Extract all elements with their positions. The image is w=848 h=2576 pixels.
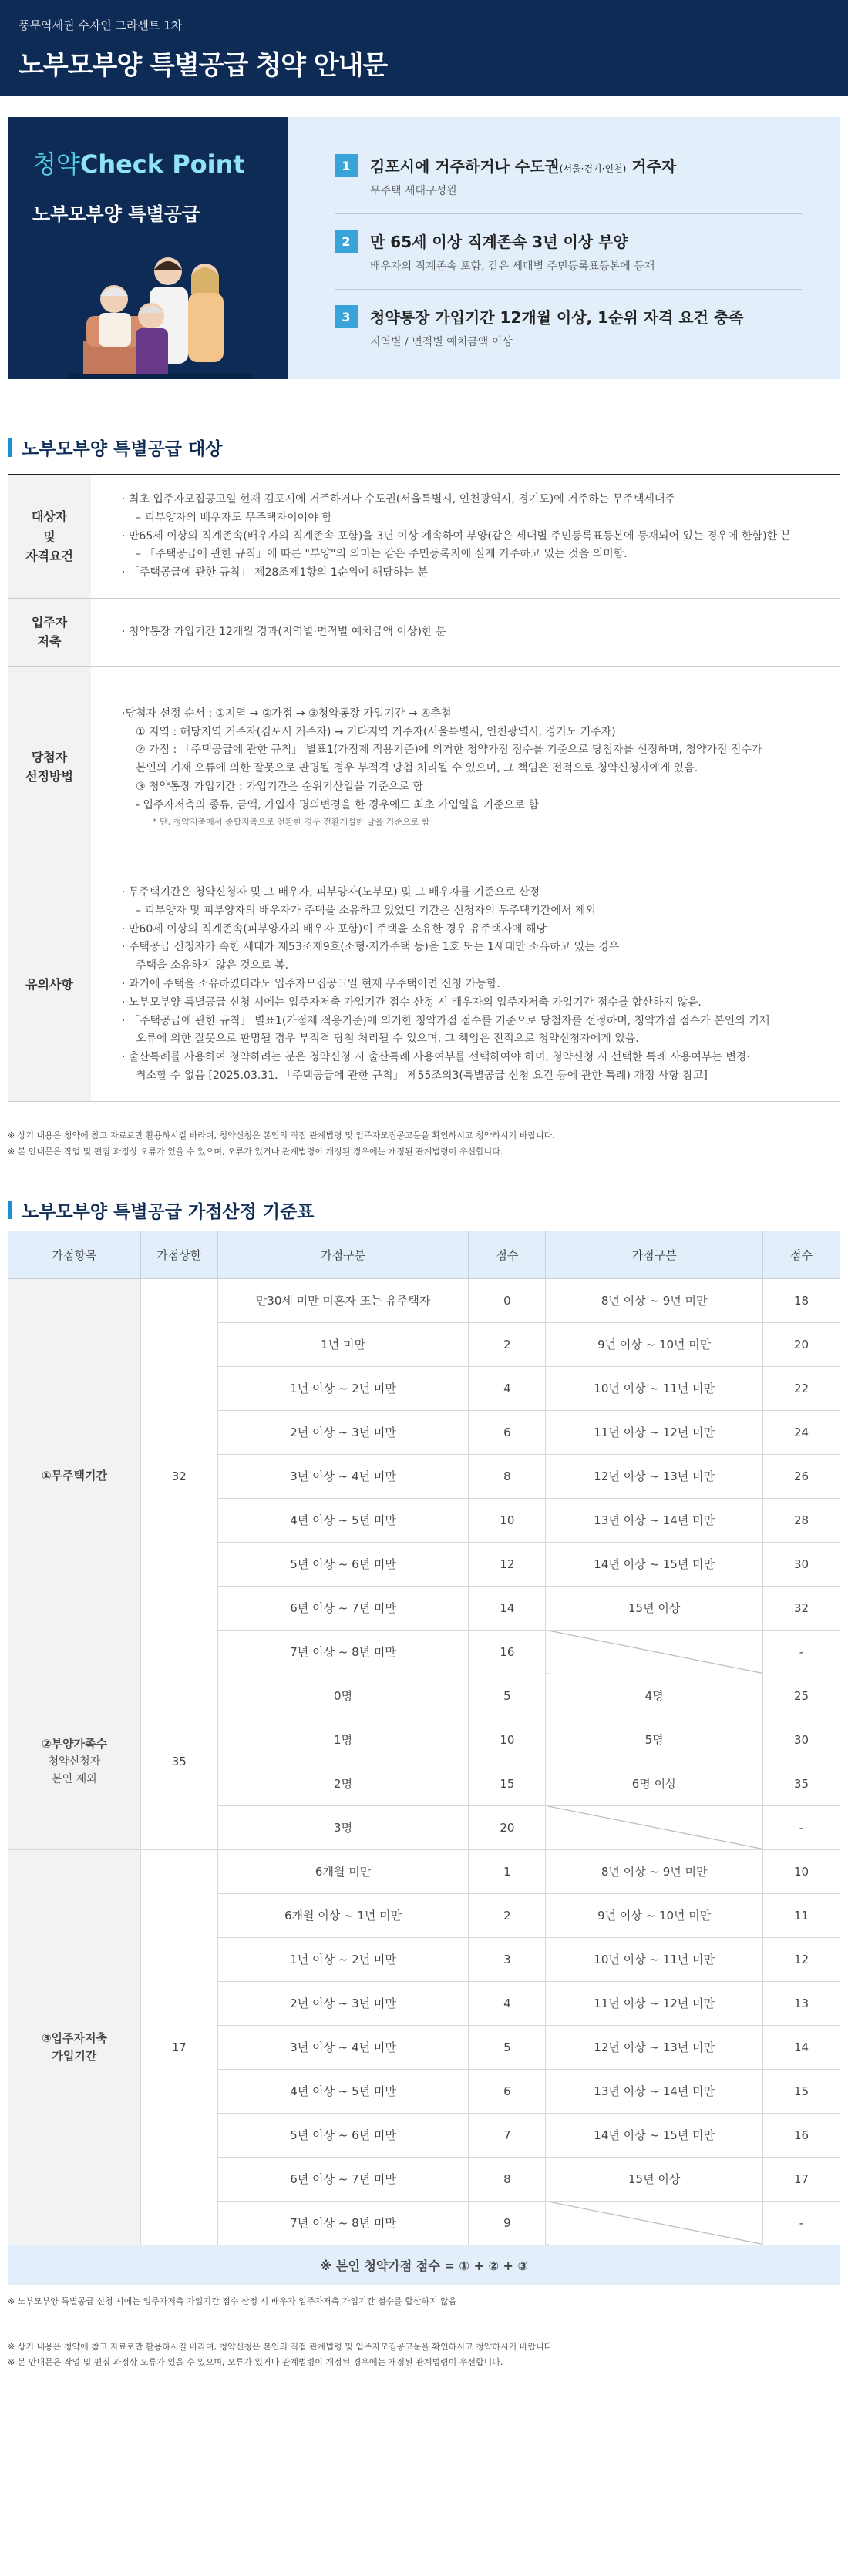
check-point-list	[288, 117, 840, 379]
score-value: 4	[469, 1981, 546, 2025]
content-line: · 「주택공급에 관한 규칙」 제28조제1항의 1순위에 해당하는 분	[122, 566, 428, 579]
check-point-item	[335, 230, 802, 290]
score-value: -	[763, 1630, 840, 1674]
item-number-badge: 2	[335, 230, 358, 253]
score-range: 10년 이상 ~ 11년 미만	[546, 1937, 763, 1981]
row-label: 대상자 및 자격요건	[8, 475, 91, 598]
score-value: 10	[469, 1718, 546, 1762]
score-value: 15	[469, 1762, 546, 1805]
column-header: 가점구분	[546, 1231, 763, 1278]
content-line: - 입주자저축의 종류, 금액, 가입자 명의변경을 한 경우에도 최초 가입일을 기준으로 함	[136, 798, 539, 811]
score-value: 15	[763, 2069, 840, 2113]
note-line: ※ 상기 내용은 청약에 참고 자료로만 활용하시길 바라며, 청약신청은 본인의 직접 관계법령 및 입주자모집공고문을 확인하시고 청약하시기 바랍니다.	[8, 2341, 555, 2352]
total-formula: ※ 본인 청약가점 점수 = ① + ② + ③	[8, 2245, 840, 2285]
score-range: 11년 이상 ~ 12년 미만	[546, 1410, 763, 1454]
score-value: 6	[469, 2069, 546, 2113]
score-range: 12년 이상 ~ 13년 미만	[546, 1454, 763, 1498]
score-row	[8, 1674, 840, 1718]
column-header: 점수	[763, 1231, 840, 1278]
score-range: 12년 이상 ~ 13년 미만	[546, 2025, 763, 2069]
score-range: 6년 이상 ~ 7년 미만	[217, 1586, 469, 1630]
row-label: 입주자 저축	[8, 598, 91, 666]
score-range: 14년 이상 ~ 15년 미만	[546, 1542, 763, 1586]
score-range: 3년 이상 ~ 4년 미만	[217, 1454, 469, 1498]
content-line: 주택을 소유하지 않은 것으로 봄.	[136, 959, 289, 972]
score-range: 9년 이상 ~ 10년 미만	[546, 1322, 763, 1366]
eligibility-row	[8, 868, 840, 1101]
footer-notes	[8, 2339, 840, 2372]
item-number-badge: 3	[335, 305, 358, 328]
header-subtitle: 풍무역세권 수자인 그라센트 1차	[19, 18, 183, 32]
content-line: – 「주택공급에 관한 규칙」에 따른 "부양"의 의미는 같은 주민등록지에 실제 거주하고 있는 것을 의미함.	[136, 548, 628, 561]
score-range	[546, 1630, 763, 1674]
section-bar	[8, 1201, 12, 1219]
score-value: 2	[469, 1893, 546, 1937]
score-range: 4명	[546, 1674, 763, 1718]
score-value: 26	[763, 1454, 840, 1498]
item-desc: 지역별 / 면적별 예치금액 이상	[370, 336, 513, 348]
total-row	[8, 2245, 840, 2285]
score-value: 18	[763, 1278, 840, 1322]
check-point-panel	[8, 117, 840, 379]
score-range: 8년 이상 ~ 9년 미만	[546, 1849, 763, 1893]
note-line: ※ 본 안내문은 작업 및 편집 과정상 오류가 있을 수 있으며, 오류가 있거나 관계법령이 개정된 경우에는 개정된 관계법령이 우선합니다.	[8, 2357, 503, 2368]
score-value: 9	[469, 2201, 546, 2245]
section-heading	[8, 1197, 840, 1223]
content-line: ·당첨자 선정 순서 : ①지역 → ②가점 → ③청약통장 가입기간 → ④추첨	[122, 707, 452, 720]
score-value: 0	[469, 1278, 546, 1322]
score-range: 3년 이상 ~ 4년 미만	[217, 2025, 469, 2069]
group-label: ②부양가족수 청약신청자 본인 제외	[8, 1674, 141, 1849]
check-point-item	[335, 154, 802, 214]
content-line: · 만65세 이상의 직계존속(배우자의 직계존속 포함)을 3년 이상 계속하여 부양(같은 세대별 주민등록표등본에 등재되어 있는 경우에 한함)한 분	[122, 529, 792, 542]
score-range: 2명	[217, 1762, 469, 1805]
score-table	[8, 1231, 840, 2285]
score-value: 22	[763, 1366, 840, 1410]
score-value: 28	[763, 1498, 840, 1542]
group-label: ①무주택기간	[8, 1278, 141, 1674]
score-range	[546, 2201, 763, 2245]
score-value: 35	[763, 1762, 840, 1805]
score-value: 14	[763, 2025, 840, 2069]
score-range: 9년 이상 ~ 10년 미만	[546, 1893, 763, 1937]
score-row	[8, 1849, 840, 1893]
content-line: · 만60세 이상의 직계존속(피부양자의 배우자 포함)이 주택을 소유한 경우 유주택자에 해당	[122, 922, 547, 935]
column-header: 가점상한	[140, 1231, 217, 1278]
content-line: 취소할 수 없음 [2025.03.31. 「주택공급에 관한 규칙」 제55조의3(특별공급 신청 요건 등에 관한 특례) 개정 사항 참고]	[136, 1069, 708, 1082]
score-value: 10	[469, 1498, 546, 1542]
check-point-label: 청약Check Point	[32, 149, 245, 179]
group-max: 17	[140, 1849, 217, 2245]
score-value: 24	[763, 1410, 840, 1454]
row-content	[91, 666, 840, 868]
item-title: 청약통장 가입기간 12개월 이상, 1순위 자격 요건 충족	[370, 308, 744, 327]
content-line: · 무주택기간은 청약신청자 및 그 배우자, 피부양자(노부모) 및 그 배우자를 기준으로 산정	[122, 885, 540, 898]
score-range: 1년 미만	[217, 1322, 469, 1366]
score-value: 16	[469, 1630, 546, 1674]
score-range: 만30세 미만 미혼자 또는 유주택자	[217, 1278, 469, 1322]
score-value: 20	[763, 1322, 840, 1366]
score-range: 6명 이상	[546, 1762, 763, 1805]
eligibility-row	[8, 475, 840, 598]
score-range: 13년 이상 ~ 14년 미만	[546, 1498, 763, 1542]
score-value: 8	[469, 2157, 546, 2201]
content-line: · 주택공급 신청자가 속한 세대가 제53조제9호(소형·저가주택 등)을 1호 또는 1세대만 소유하고 있는 경우	[122, 941, 620, 954]
score-value: 8	[469, 1454, 546, 1498]
content-line: · 과거에 주택을 소유하였더라도 입주자모집공고일 현재 무주택이면 신청 가능함.	[122, 977, 500, 990]
score-range: 5명	[546, 1718, 763, 1762]
section-title: 노부모부양 특별공급 가점산정 기준표	[22, 1201, 315, 1222]
content-line: · 청약통장 가입기간 12개월 경과(지역별·면적별 예치금액 이상)한 분	[122, 625, 446, 638]
row-content	[91, 598, 840, 666]
section-heading	[8, 435, 840, 460]
content-line: ① 지역 : 해당지역 거주자(김포시 거주자) → 기타지역 거주자(서울특별시, 인천광역시, 경기도 거주자)	[136, 725, 616, 738]
score-value: -	[763, 1805, 840, 1849]
score-range: 7년 이상 ~ 8년 미만	[217, 2201, 469, 2245]
score-range: 15년 이상	[546, 1586, 763, 1630]
score-range: 2년 이상 ~ 3년 미만	[217, 1981, 469, 2025]
score-range: 4년 이상 ~ 5년 미만	[217, 1498, 469, 1542]
family-illustration-icon	[68, 225, 253, 379]
score-value: 12	[763, 1937, 840, 1981]
score-range: 0명	[217, 1674, 469, 1718]
row-content	[91, 475, 840, 598]
group-max: 35	[140, 1674, 217, 1849]
check-point-item	[335, 305, 802, 364]
score-range: 1년 이상 ~ 2년 미만	[217, 1937, 469, 1981]
score-range: 13년 이상 ~ 14년 미만	[546, 2069, 763, 2113]
score-range: 14년 이상 ~ 15년 미만	[546, 2113, 763, 2157]
score-value: 14	[469, 1586, 546, 1630]
score-value: 1	[469, 1849, 546, 1893]
check-point-subtitle: 노부모부양 특별공급	[32, 203, 200, 225]
score-value: 5	[469, 2025, 546, 2069]
item-title: 김포시에 거주하거나 수도권(서울·경기·인천) 거주자	[370, 157, 677, 176]
score-value: 11	[763, 1893, 840, 1937]
score-range: 7년 이상 ~ 8년 미만	[217, 1630, 469, 1674]
section-bar	[8, 438, 12, 457]
eligibility-row	[8, 598, 840, 666]
score-range: 8년 이상 ~ 9년 미만	[546, 1278, 763, 1322]
score-range: 5년 이상 ~ 6년 미만	[217, 1542, 469, 1586]
score-value: 30	[763, 1718, 840, 1762]
item-desc: 무주택 세대구성원	[370, 185, 457, 197]
item-title: 만 65세 이상 직계존속 3년 이상 부양	[370, 233, 628, 251]
group-max: 32	[140, 1278, 217, 1674]
score-value: 3	[469, 1937, 546, 1981]
score-value: 2	[469, 1322, 546, 1366]
score-value: 25	[763, 1674, 840, 1718]
item-number-badge: 1	[335, 154, 358, 177]
eligibility-row	[8, 666, 840, 868]
section-notes	[8, 1128, 840, 1160]
score-note: ※ 노부모부양 특별공급 신청 시에는 입주자저축 가입기간 점수 산정 시 배우자 입주자저축 가입기간 점수를 합산하지 않음	[8, 2296, 457, 2306]
score-range: 6년 이상 ~ 7년 미만	[217, 2157, 469, 2201]
content-line: ② 가점 : 「주택공급에 관한 규칙」 별표1(가점제 적용기준)에 의거한 청약가점 점수를 기준으로 당첨자를 선정하며, 청약가점 점수가	[136, 744, 762, 757]
content-line: 오류에 의한 잘못으로 판명될 경우 부적격 당첨 처리될 수 있으며, 그 책임은 전적으로 청약신청자에게 있음.	[136, 1033, 639, 1046]
page-title: 노부모부양 특별공급 청약 안내문	[19, 50, 388, 81]
page-header	[0, 0, 848, 96]
score-value: 7	[469, 2113, 546, 2157]
row-label: 당첨자 선정방법	[8, 666, 91, 868]
score-range: 15년 이상	[546, 2157, 763, 2201]
score-value: 12	[469, 1542, 546, 1586]
note-line: ※ 본 안내문은 작업 및 편집 과정상 오류가 있을 수 있으며, 오류가 있거나 관계법령이 개정된 경우에는 개정된 관계법령이 우선합니다.	[8, 1146, 503, 1157]
score-range: 4년 이상 ~ 5년 미만	[217, 2069, 469, 2113]
score-value: 4	[469, 1366, 546, 1410]
content-line: · 「주택공급에 관한 규칙」 별표1(가점제 적용기준)에 의거한 청약가점 점수를 기준으로 당첨자를 선정하며, 청약가점 점수가 본인의 기재	[122, 1014, 770, 1027]
score-range: 10년 이상 ~ 11년 미만	[546, 1366, 763, 1410]
content-line: · 출산특례를 사용하여 청약하려는 분은 청약신청 시 출산특례 사용여부를 선택하여야 하며, 청약신청 시 선택한 특례 사용여부는 변경·	[122, 1051, 750, 1064]
row-content	[91, 868, 840, 1101]
score-range: 11년 이상 ~ 12년 미만	[546, 1981, 763, 2025]
eligibility-table	[8, 475, 840, 1102]
row-label: 유의사항	[8, 868, 91, 1101]
score-value: 16	[763, 2113, 840, 2157]
score-range: 6개월 이상 ~ 1년 미만	[217, 1893, 469, 1937]
score-range: 5년 이상 ~ 6년 미만	[217, 2113, 469, 2157]
score-range: 2년 이상 ~ 3년 미만	[217, 1410, 469, 1454]
score-value: 10	[763, 1849, 840, 1893]
group-label: ③입주자저축 가입기간	[8, 1849, 141, 2245]
content-line: – 피부양자 및 피부양자의 배우자가 주택을 소유하고 있었던 기간은 신청자의 무주택기간에서 제외	[136, 904, 596, 917]
content-line: 본인의 기재 오류에 의한 잘못으로 판명될 경우 부적격 당첨 처리될 수 있으며, 그 책임은 전적으로 청약신청자에게 있음.	[136, 762, 698, 775]
score-value: 20	[469, 1805, 546, 1849]
score-value: 13	[763, 1981, 840, 2025]
score-range: 1년 이상 ~ 2년 미만	[217, 1366, 469, 1410]
score-value: -	[763, 2201, 840, 2245]
score-value: 30	[763, 1542, 840, 1586]
score-value: 5	[469, 1674, 546, 1718]
score-value: 32	[763, 1586, 840, 1630]
score-range: 3명	[217, 1805, 469, 1849]
score-value: 6	[469, 1410, 546, 1454]
check-point-left	[8, 117, 288, 379]
column-header: 가점항목	[8, 1231, 141, 1278]
content-line: – 피부양자의 배우자도 무주택자이어야 함	[136, 511, 332, 524]
score-range	[546, 1805, 763, 1849]
note-line: ※ 상기 내용은 청약에 참고 자료로만 활용하시길 바라며, 청약신청은 본인의 직접 관계법령 및 입주자모집공고문을 확인하시고 청약하시기 바랍니다.	[8, 1130, 555, 1140]
column-header: 점수	[469, 1231, 546, 1278]
score-value: 17	[763, 2157, 840, 2201]
item-desc: 배우자의 직계존속 포함, 같은 세대별 주민등록표등본에 등재	[370, 260, 655, 273]
score-row	[8, 1278, 840, 1322]
section-title: 노부모부양 특별공급 대상	[22, 439, 223, 459]
content-line: · 최초 입주자모집공고일 현재 김포시에 거주하거나 수도권(서울특별시, 인천광역시, 경기도)에 거주하는 무주택세대주	[122, 493, 675, 505]
content-line: · 노부모부양 특별공급 신청 시에는 입주자저축 가입기간 점수 산정 시 배우자의 입주자저축 가입기간 점수를 합산하지 않음.	[122, 996, 702, 1009]
column-header: 가점구분	[217, 1231, 469, 1278]
content-line: * 단, 청약저축에서 종합저축으로 전환한 경우 전환개설한 날을 기준으로 함	[153, 816, 430, 827]
content-line: ③ 청약통장 가입기간 : 가입기간은 순위기산일을 기준으로 함	[136, 780, 423, 793]
score-range: 1명	[217, 1718, 469, 1762]
score-range: 6개월 미만	[217, 1849, 469, 1893]
